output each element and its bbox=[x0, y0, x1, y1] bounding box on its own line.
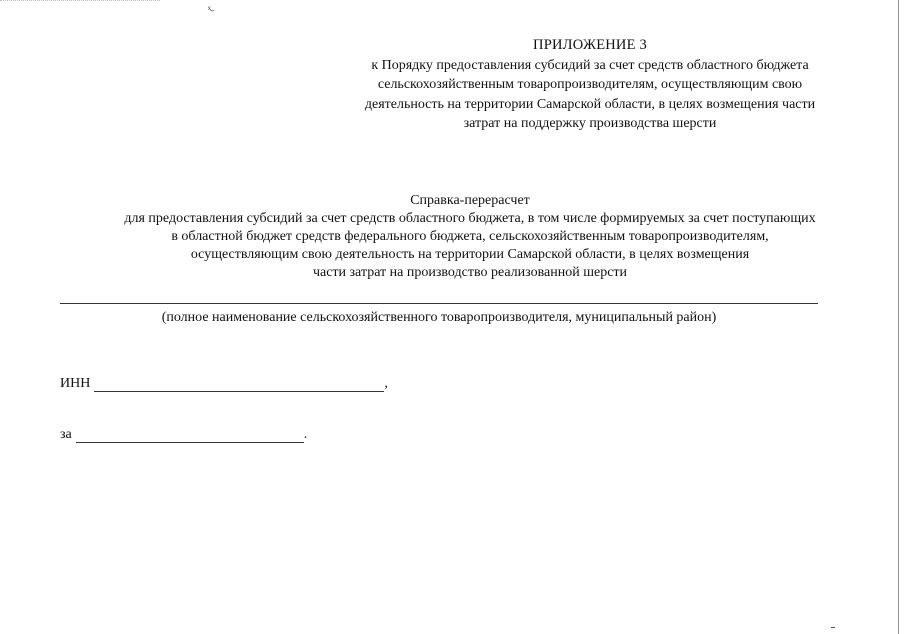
certificate-title: Справка-перерасчет bbox=[410, 193, 530, 208]
certificate-heading bbox=[40, 192, 900, 282]
page-edge bbox=[898, 0, 899, 634]
producer-name-caption: (полное наименование сельскохозяйственного товаропроизводителя, муниципальный район) bbox=[161, 310, 717, 325]
appendix-line: затрат на поддержку производства шерсти bbox=[463, 116, 717, 131]
inn-label: ИНН bbox=[60, 376, 91, 391]
scan-artifact bbox=[831, 627, 835, 628]
certificate-line: в областной бюджет средств федерального бюджета, сельскохозяйственным товаропроизводителям, bbox=[171, 229, 769, 244]
period-field[interactable] bbox=[76, 428, 304, 443]
period-row bbox=[60, 427, 307, 443]
inn-row bbox=[60, 376, 388, 392]
certificate-line: части затрат на производство реализованной шерсти bbox=[312, 265, 628, 280]
appendix-line: сельскохозяйственным товаропроизводителям, осуществляющим свою bbox=[377, 77, 803, 92]
inn-suffix: , bbox=[384, 376, 388, 391]
appendix-line: деятельность на территории Самарской области, в целях возмещения части bbox=[364, 96, 816, 112]
period-label: за bbox=[60, 427, 72, 442]
certificate-line: для предоставления субсидий за счет средств областного бюджета, в том числе формируемых за счет поступающих bbox=[124, 211, 816, 226]
scan-artifact bbox=[0, 0, 160, 5]
appendix-line: к Порядку предоставления субсидий за счет средств областного бюджета bbox=[371, 57, 809, 73]
appendix-header bbox=[330, 36, 850, 134]
producer-name-field[interactable] bbox=[60, 303, 818, 304]
inn-field[interactable] bbox=[94, 377, 384, 392]
appendix-title: ПРИЛОЖЕНИЕ 3 bbox=[533, 37, 647, 53]
period-suffix: . bbox=[303, 427, 308, 442]
scan-mark: ⁻ͯ˗ bbox=[200, 2, 216, 16]
certificate-line: осуществляющим свою деятельность на территории Самарской области, в целях возмещения bbox=[190, 247, 750, 262]
